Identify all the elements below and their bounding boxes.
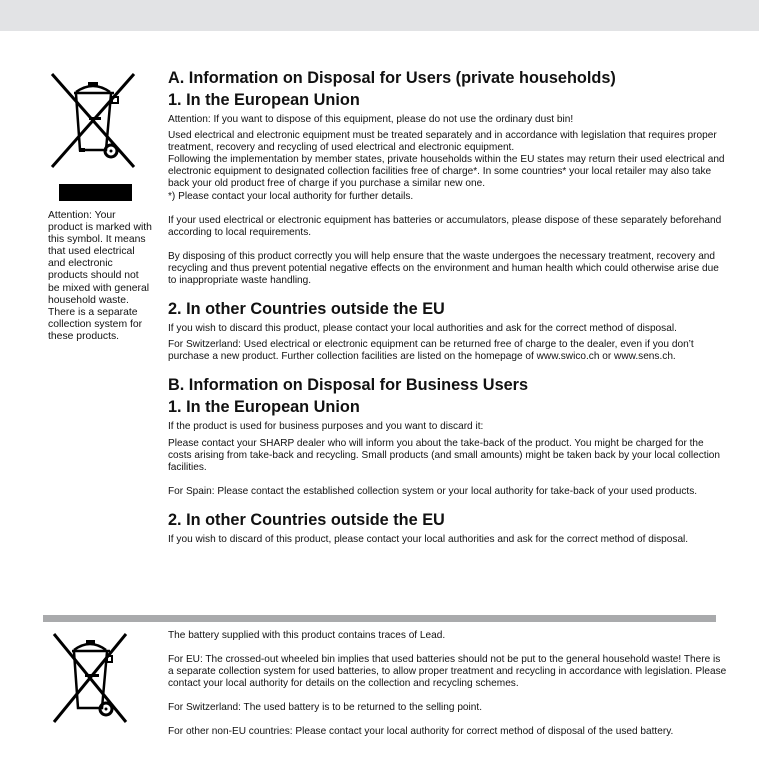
section-a-eu-p2: Used electrical and electronic equipment must be treated separately and in accordance with legislation that requires proper treatment, recovery and recycling of used electrical and electronic equipment. (168, 130, 717, 154)
crossed-out-bin-icon (48, 72, 138, 172)
section-b-eu-heading: 1. In the European Union (168, 398, 360, 417)
section-a-eu-p6: By disposing of this product correctly you will help ensure that the waste undergoes the necessary treatment, recovery and recycling and thus prevent potential negative effects on the environment and human health which could otherwise arise due to inappropriate waste handling. (168, 250, 719, 287)
section-a-eu-p3: Following the implementation by member states, private households within the EU states may return their used electrical and electronic equipment to designated collection facilities free of charge*. In some countries* your local retailer may also take back your old product free of charge if you purchase a similar new one. (168, 154, 725, 190)
battery-p2: For EU: The crossed-out wheeled bin implies that used batteries should not be put to the general household waste! There is a separate collection system for used batteries, to allow proper treatment and recycling in accordance with legislation. Please contact your local authority for details on the collection and recycling schemes. (168, 654, 727, 690)
section-a-non-eu-heading: 2. In other Countries outside the EU (168, 300, 445, 319)
battery-p3: For Switzerland: The used battery is to be returned to the selling point. (168, 702, 483, 714)
section-a-non-eu-p2: For Switzerland: Used electrical or electronic equipment can be returned free of charge to the dealer, even if you don’t purchase a new product. Further collection facilities are listed on the homepage of www.swico.ch or www.sens.ch. (168, 339, 694, 363)
battery-p4: For other non-EU countries: Please contact your local authority for correct method of disposal of the used battery. (168, 726, 674, 738)
black-bar-marker (59, 184, 132, 201)
battery-info (168, 630, 728, 739)
section-a-eu-p5: If your used electrical or electronic equipment has batteries or accumulators, please dispose of these separately beforehand according to local requirements. (168, 214, 722, 238)
section-a-eu-heading: 1. In the European Union (168, 91, 360, 109)
section-divider (43, 615, 716, 622)
section-b-eu-p2: Please contact your SHARP dealer who will inform you about the take-back of the product. You might be charged for the costs arising from take-back and recycling. Small products (and small amounts) might be taken back by your local collection facilities. (168, 437, 721, 473)
section-b-non-eu-heading: 2. In other Countries outside the EU (168, 510, 445, 529)
side-note: Attention: Your product is marked with this symbol. It means that used electrical and electronic products should not be mixed with general household waste. There is a separate collection system for these products. (48, 210, 152, 342)
section-a-non-eu-p1: If you wish to discard this product, please contact your local authorities and ask for the correct method of disposal. (168, 323, 677, 335)
section-b-eu-p1: If the product is used for business purposes and you want to discard it: (168, 421, 484, 433)
battery-p1: The battery supplied with this product contains traces of Lead. (168, 630, 446, 641)
disposal-info-main (168, 68, 728, 546)
battery-crossed-out-bin-icon (50, 632, 130, 727)
section-a-eu-p1: Attention: If you want to dispose of this equipment, please do not use the ordinary dust bin! (168, 114, 574, 125)
section-a-eu-p4: *) Please contact your local authority for further details. (168, 190, 414, 202)
top-bar (0, 0, 759, 31)
section-b-non-eu-p1: If you wish to discard of this product, please contact your local authorities and ask for the correct method of disposal. (168, 533, 689, 545)
section-b-eu-p3: For Spain: Please contact the established collection system or your local authority for take-back of your used products. (168, 485, 698, 497)
section-b-title: B. Information on Disposal for Business Users (168, 376, 529, 395)
section-a-title: A. Information on Disposal for Users (private households) (168, 69, 616, 87)
